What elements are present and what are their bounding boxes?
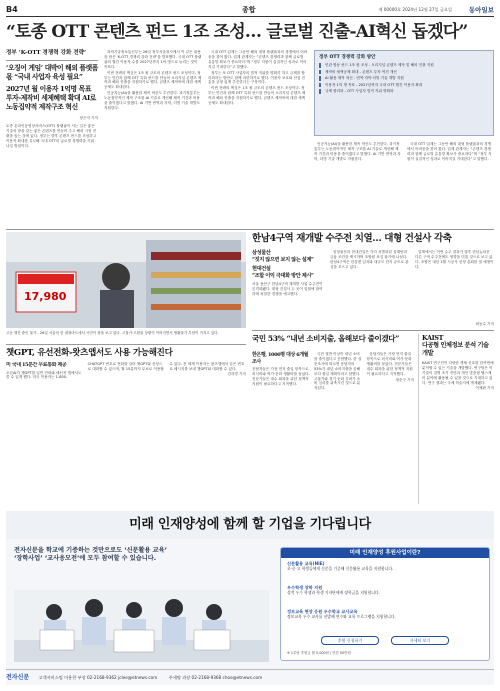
- story4-sidebar: [252, 352, 310, 387]
- sidebox-title: 정부 OTT 경쟁력 강화 방안: [319, 55, 376, 60]
- story3-paragraph: 삼성물산과 현대건설은 각각 차별화된 설계안과 금융 조건을 제시하며 조합원 표심 잡기에 나섰다. 한남4구역은 한강변 입지와 대규모 단지 규모로 관심을 모으고 있다.: [330, 250, 409, 269]
- story4-body: [314, 352, 414, 500]
- ad-item-title: 신문활용 교육(NIE): [287, 561, 325, 566]
- story2-text: 오픈AI가 챗GPT를 일반 전화와 메신저 앱에서도 쓸 수 있게 했다. 미국 이용자는 1-800-CHATGPT 번호로 전화를 걸어 챗GPT와 음성으로 대화할 수 있으며, 월 15분까지 무료로 이용할 수 있다. 전 세계 이용자는 왓츠앱에서 같은 번호로 메시지를 보내 챗GPT와 대화할 수 있다.: [6, 362, 245, 380]
- issue-meta: 제 00000호 2024년 12월 27일 금요일: [378, 7, 452, 12]
- story1-paragraph: 인공지능(AI)을 활용한 제작 혁신도 추진한다. 과기정통부는 노동집약적인 제작 구조를 AI 기술로 개선해 제작 기간과 비용을 줄이겠다고 밝혔다. AI 기반 번역과 자막, 더빙 기술 개발도 지원한다.: [104, 91, 201, 110]
- ad-title: 미래 인재양성에 함께 할 기업을 기다립니다: [6, 511, 494, 539]
- ad-logo: 전자신문: [6, 674, 30, 681]
- ad-item: [287, 610, 483, 620]
- story3-quotes: [252, 250, 324, 297]
- story4-byline: 정순구 기자: [395, 377, 414, 382]
- ad-left-copy: [14, 547, 174, 563]
- story1-column-3: [208, 50, 308, 226]
- ad-item: [287, 586, 483, 596]
- ad-item-desc: 정보교육 우수 교사를 선발해 연수와 교육 프로그램을 지원합니다.: [287, 613, 396, 619]
- story4-headline: 국민 53% “내년 소비지출, 올해보다 줄이겠다”: [252, 334, 399, 343]
- ad-info-card: [280, 547, 490, 661]
- story1-body-a: 토종 온라인동영상서비스(OTT) 플랫폼이 사는 길은 좋은 기술의 장을 갖는 좋은 콘텐츠를 만들어 주고 해외 시장 진출을 돕는 것에 있다. 정부는 향후 콘텐츠 펀드를 조성하고 이용자 확대를 유도해 국내 OTT의 글로벌 경쟁력을 키워 나갈 방침이다.: [6, 123, 97, 148]
- students-reading-image: [14, 590, 269, 662]
- ad-left-heading: 전자신문을 학교에 기증하는 것만으로도 ‘신문활용 교육’ ‘장학사업’ ‘교사응모전’에 모두 참여할 수 있습니다.: [14, 547, 167, 562]
- story1-paragraph: 과학기술정보통신부는 26일 정부서울청사에서 이 같은 내용을 담은 ‘K-OTT 경쟁력 강화 전략’을 발표했다. 국내 OTT 플랫폼의 월간 이용자 수를 2027년까지 1억 명으로 늘리는 것이 목표다.: [104, 50, 202, 69]
- quote1-company: 삼성물산: [252, 250, 271, 256]
- story1-paragraph: 인공지능(AI)을 활용한 제작 혁신도 추진한다. 과기정통부는 노동집약적인 제작 구조를 AI 기술로 개선해 제작 기간과 비용을 줄이겠다고 밝혔다. AI 기반 번역과 자막, 더빙 기술 개발도 지원한다.: [314, 142, 401, 161]
- info-sidebox: [314, 50, 494, 136]
- price-tag: 17,980: [24, 290, 67, 303]
- sidebox-row: 제작비 세액공제 확대 - 콘텐츠 투자 여건 개선: [319, 70, 489, 75]
- story1-subhead-1: ‘오징어 게임’ 대박이 해외 플랫폼 몫 “국내 사업자 육성 필요”: [6, 64, 98, 81]
- story4-subheadline: 한은행, 1000명 대상 6개월 조사: [252, 352, 309, 365]
- sidebox-row: AI 활용 제작 혁신 - 번역·자막·더빙 기술 개발 지원: [319, 76, 489, 81]
- ad-contact-2: 주세명 과장 02-2168-9368 choe@etnews.com: [168, 675, 263, 680]
- quote1-text: “짓지 않으면 보지 않는 설계”: [252, 256, 314, 263]
- story2-byline: 김하경 기자: [227, 371, 246, 376]
- story1-lead: [6, 50, 98, 148]
- column-divider: [418, 334, 419, 504]
- story1-subhead-2: 2027년 월 이용자 1억명 목표 투자-제작비 세제혜택 확대 AI로 노동집약적 제작구조 혁신: [6, 85, 96, 111]
- ad-item-title: 우수학생 장학 지원: [287, 585, 323, 590]
- photo-caption: 고공 행진 중인 물가 - 26일 서울의 한 대형마트에서 시민이 장을 보고 있다. 고물가·고환율 상황이 이어지면서 생활물가 부담이 커지고 있다.: [6, 331, 219, 335]
- quote2-company: 현대건설: [252, 266, 271, 272]
- sidebox-row: 민관 합동 펀드 1조 원 조성 - 오리지널 콘텐츠 제작 및 해외 진출 지원: [319, 63, 489, 68]
- story5: [422, 334, 494, 390]
- section-name: 종합: [242, 6, 256, 14]
- story4-paragraph: 국민 절반 이상이 내년 소비를 줄이겠다고 응답했다. 한 설문조사에 따르면 응답자의 53%가 내년 소비지출을 올해보다 줄일 계획이라고 답했다. 고물가와 경기 둔화 우려가 소비 심리를 위축시킨 것으로 분석된다.: [314, 352, 362, 391]
- section-divider: [6, 344, 246, 345]
- story5-body: KAIST 연구진이 다양한 생체 신호를 한꺼번에 분석할 수 있는 기술을 개발했다. 연구팀은 이 기술이 질병 조기 진단과 개인 맞춤형 헬스케어 분야에 활용될 수 있을 것으로 기대하고 있다. 연구 결과는 국제 학술지에 게재됐다.: [422, 361, 494, 385]
- story3-body-a: 서울 용산구 한남4구역 재개발 사업 수주전이 본격화됐다. 대형 건설사 두 곳이 입찰에 참여하며 치열한 경쟁을 예고했다.: [252, 282, 323, 296]
- section-divider: [252, 330, 494, 331]
- story5-kicker: KAIST: [422, 334, 444, 342]
- story1-paragraph: 국내 OTT 업계는 그동안 해외 대형 플랫폼과의 경쟁에서 어려움을 겪어 왔다. 업계 관계자는 “콘텐츠 경쟁력과 함께 글로벌 유통망 확보가 중요하다”며 “정부 지원이 실질적인 성과로 이어지길 기대한다”고 말했다.: [208, 50, 308, 69]
- ad-item-desc: 성적 우수 학생과 학생 기자단에게 장학금을 지원합니다.: [287, 589, 380, 595]
- story5-byline: 이채완 기자: [475, 385, 494, 390]
- page-number: B4: [6, 5, 18, 14]
- market-scene-image: [6, 232, 246, 328]
- story1-kicker: 정부 ‘K-OTT 경쟁력 강화 전략’: [6, 50, 87, 56]
- ad-item: [287, 562, 483, 572]
- divider: [6, 60, 98, 61]
- story2-subhead: 미 국내 15분간 무료통화 제공: [6, 362, 67, 368]
- ad-footer: [6, 669, 494, 685]
- ad-info-title: 미래 인재양성 후원사업이란?: [281, 548, 489, 558]
- market-photo: [6, 232, 246, 328]
- ad-item-desc: 초·중·고 학생들에게 신문을 기증해 신문활용 교육을 지원합니다.: [287, 565, 394, 571]
- page-header: [6, 5, 494, 17]
- story4-subbody: 응답자들은 가장 먼저 줄일 항목으로 외식비와 여가·문화 생활비를 꼽았다. 전문가들은 내수 회복을 위한 정책적 지원이 필요하다고 지적했다.: [252, 367, 310, 386]
- ad-note: ※ 1부당 후원금 월 0,000원 / 연간 00만원: [287, 651, 351, 655]
- story1-paragraph: 이번 전략의 핵심은 1조 원 규모의 콘텐츠 펀드 조성이다. 정부는 민간과 함께 OTT 특화 펀드를 만들어 오리지널 콘텐츠 제작과 해외 진출을 지원하기로 했다. 콘텐츠 제작비에 대한 세액공제도 확대한다.: [104, 70, 202, 90]
- story3-byline: 최동수 기자: [475, 322, 494, 326]
- ad-contact-1: 고객서비스팀 이용찬 부장 02-2168-9362 jclee@etnews.com: [38, 675, 158, 680]
- story4-paragraph: 응답자들은 가장 먼저 줄일 항목으로 외식비와 여가·문화 생활비를 꼽았다. 전문가들은 내수 회복을 위한 정책적 지원이 필요하다고 지적했다.: [366, 352, 413, 376]
- story5-headline: 다공형 인체정보 분석 기술 개발: [422, 342, 489, 357]
- section-divider: [6, 229, 494, 230]
- story3-headline: 한남4구역 재개발 수주전 치열… 대형 건설사 각축: [252, 233, 452, 244]
- sidebox-row: 이용자 1억 명 목표 - 2027년까지 국내 OTT 월간 이용자 확대: [319, 83, 489, 88]
- story1-paragraph: 이번 전략의 핵심은 1조 원 규모의 콘텐츠 펀드 조성이다. 정부는 민간과 함께 OTT 특화 펀드를 만들어 오리지널 콘텐츠 제작과 해외 진출을 지원하기로 했다. 콘텐츠 제작비에 대한 세액공제도 확대한다.: [208, 86, 306, 106]
- ad-item-title: 정보교육 현장 응원 우수학교 교사교육: [287, 609, 358, 614]
- quote2-text: “조합 이익 극대화 방안 제시”: [252, 272, 314, 279]
- story2-headline: 챗GPT, 유선전화-왓츠앱서도 사용 가능해진다: [6, 348, 173, 358]
- newspaper-logo: 동아일보: [468, 6, 494, 14]
- story1-byline: 장은지 기자: [79, 116, 98, 120]
- story1-column-4: [314, 142, 494, 226]
- ad-students-photo: [14, 590, 269, 662]
- sponsor-apply-button[interactable]: 후원 신청하기: [321, 636, 379, 645]
- story3-paragraph: 업계에서는 이번 수주 결과가 향후 한남뉴타운 다른 구역 수주전에도 영향을 미칠 것으로 보고 있다. 조합은 내년 1월 시공사 선정 총회를 열 예정이다.: [415, 250, 494, 269]
- story3-body: [330, 250, 494, 320]
- story1-paragraph: 국내 OTT 업계는 그동안 해외 대형 플랫폼과의 경쟁에서 어려움을 겪어 왔다. 업계 관계자는 “콘텐츠 경쟁력과 함께 글로벌 유통망 확보가 중요하다”며 “정부 지원이 실질적인 성과로 이어지길 기대한다”고 말했다.: [407, 142, 492, 161]
- story1-paragraph: 정부는 또 OTT 사업자의 법적 지위를 명확히 하고 규제를 합리화하는 방안도 함께 마련하기로 했다. 이용자 보호와 산업 진흥을 균형 있게 추진한다는 구상이다.: [208, 70, 306, 85]
- story1-column-2: [104, 50, 202, 226]
- details-button[interactable]: 자세히 보기: [391, 636, 449, 645]
- story2-body: [6, 362, 246, 502]
- main-headline: “토종 OTT 콘텐츠 펀드 1조 조성… 글로벌 진출-AI혁신 돕겠다”: [6, 22, 468, 42]
- sidebox-row: 규제 합리화 - OTT 사업자 법적 지위 명확화: [319, 89, 489, 94]
